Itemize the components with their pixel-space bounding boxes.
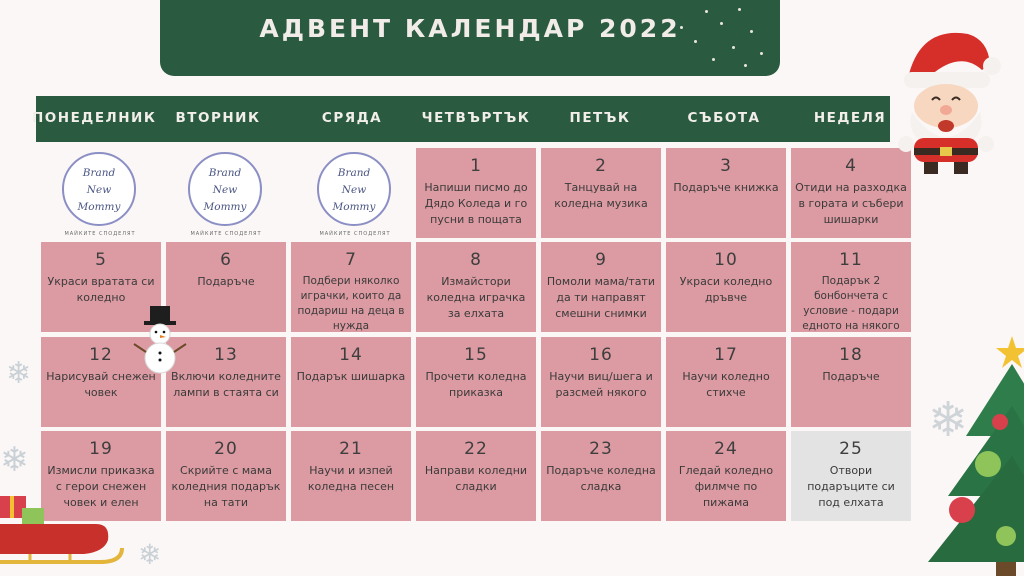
day-task: Измисли приказка с герои снежен човек и елен [47, 464, 155, 509]
day-number: 13 [214, 345, 238, 365]
sleigh-illustration [0, 490, 130, 576]
day-cell-16[interactable] [541, 337, 661, 427]
day-number: 8 [470, 250, 482, 270]
day-number: 21 [339, 439, 363, 459]
logo-text: New [212, 184, 238, 196]
day-task: Прочети коледна приказка [425, 370, 527, 399]
logo-subtitle: МАЙКИТЕ СПОДЕЛЯТ [319, 231, 391, 237]
day-number: 1 [470, 156, 482, 176]
day-cell-10[interactable] [666, 242, 786, 332]
day-number: 14 [339, 345, 363, 365]
santa-illustration [890, 20, 1002, 180]
day-task: Танцувай на коледна музика [554, 181, 648, 210]
day-task: Отвори подаръците си под елхата [807, 464, 895, 509]
day-number: 2 [595, 156, 607, 176]
day-task: Напиши писмо до Дядо Коледа и го пусни в пощата [424, 181, 528, 226]
day-task: Научи виц/шега и разсмей някого [549, 370, 653, 399]
day-number: 9 [595, 250, 607, 270]
logo-circle [62, 152, 136, 226]
logo-text: Brand [82, 167, 116, 179]
day-number: 11 [839, 250, 863, 270]
day-task: Направи коледни сладки [424, 464, 528, 493]
day-number: 25 [839, 439, 863, 459]
logo-circle [317, 152, 391, 226]
day-number: 4 [845, 156, 857, 176]
day-number: 17 [714, 345, 738, 365]
logo-subtitle: МАЙКИТЕ СПОДЕЛЯТ [190, 231, 262, 237]
day-task: Нарисувай снежен човек [46, 370, 156, 399]
snowflake-icon: ❄ [0, 440, 29, 480]
day-number: 5 [95, 250, 107, 270]
day-task: Подарък 2 бонбончета с условие - подари едното на някого [802, 275, 900, 332]
day-number: 24 [714, 439, 738, 459]
day-cell-20[interactable] [166, 431, 286, 521]
day-cell-2[interactable] [541, 148, 661, 238]
weekday-header [32, 96, 890, 142]
day-friday: ПЕТЪК [569, 110, 631, 126]
day-task: Научи и изпей коледна песен [307, 464, 395, 493]
day-cell-23[interactable] [541, 431, 661, 521]
day-number: 20 [214, 439, 238, 459]
day-sunday: НЕДЕЛЯ [813, 110, 887, 126]
day-task: Украси коледно дръвче [679, 275, 773, 304]
day-task: Подаръче [197, 275, 255, 288]
logo-subtitle: МАЙКИТЕ СПОДЕЛЯТ [64, 231, 136, 237]
brand-logo [295, 146, 415, 240]
day-cell-9[interactable] [541, 242, 661, 332]
logo-text: New [341, 184, 367, 196]
day-cell-24[interactable] [666, 431, 786, 521]
day-monday: ПОНЕДЕЛНИК [32, 110, 157, 126]
day-task: Отиди на разходка в гората и събери шишарки [795, 181, 907, 226]
day-cell-14[interactable] [291, 337, 411, 427]
day-number: 12 [89, 345, 113, 365]
day-thursday: ЧЕТВЪРТЪК [421, 110, 531, 126]
day-task: Подбери няколко играчки, които да подариш на деца в нужда [297, 275, 405, 332]
day-number: 16 [589, 345, 613, 365]
day-cell-22[interactable] [416, 431, 536, 521]
day-task: Научи коледно стихче [682, 370, 770, 399]
day-cell-15[interactable] [416, 337, 536, 427]
snowflake-icon: ❄ [138, 538, 162, 571]
brand-logo [40, 146, 160, 240]
day-number: 15 [464, 345, 488, 365]
day-number: 6 [220, 250, 232, 270]
day-cell-17[interactable] [666, 337, 786, 427]
snowflake-icon: ❄ [6, 356, 32, 391]
day-cell-3[interactable] [666, 148, 786, 238]
day-task: Украси вратата си коледно [47, 275, 155, 304]
day-cell-25[interactable] [791, 431, 911, 521]
day-number: 23 [589, 439, 613, 459]
title-banner [160, 0, 780, 76]
day-wednesday: СРЯДА [321, 110, 383, 126]
day-number: 19 [89, 439, 113, 459]
day-cell-8[interactable] [416, 242, 536, 332]
day-cell-11[interactable] [791, 242, 911, 332]
logo-text: New [86, 184, 112, 196]
day-number: 18 [839, 345, 863, 365]
logo-text: Brand [337, 167, 371, 179]
christmas-tree-illustration [926, 336, 1024, 576]
snowflake-icon: ❄ [928, 392, 969, 448]
day-number: 3 [720, 156, 732, 176]
day-task: Подаръче книжка [673, 181, 779, 194]
day-task: Подарък шишарка [296, 370, 406, 383]
day-task: Гледай коледно филмче по пижама [678, 464, 774, 509]
day-number: 22 [464, 439, 488, 459]
logo-text: Brand [208, 167, 242, 179]
logo-circle [188, 152, 262, 226]
day-cell-1[interactable] [416, 148, 536, 238]
snowman-illustration [130, 304, 190, 376]
day-task: Скрийте с мама коледния подарък на тати [171, 464, 281, 509]
logo-text: Mommy [77, 201, 121, 213]
day-cell-7[interactable] [291, 242, 411, 332]
logo-text: Mommy [332, 201, 376, 213]
day-cell-18[interactable] [791, 337, 911, 427]
brand-logo [166, 146, 286, 240]
day-number: 7 [345, 250, 357, 270]
day-cell-21[interactable] [291, 431, 411, 521]
day-saturday: СЪБОТА [687, 110, 761, 126]
day-task: Подаръче коледна сладка [546, 464, 656, 493]
day-task: Включи коледните лампи в стаята си [171, 370, 281, 399]
day-task: Помоли мама/тати да ти направят смешни снимки [546, 275, 656, 320]
day-number: 10 [714, 250, 738, 270]
page-title: АДВЕНТ КАЛЕНДАР 2022 [259, 14, 681, 43]
logo-text: Mommy [203, 201, 247, 213]
day-task: Подаръче [822, 370, 880, 383]
day-task: Измайстори коледна играчка за елхата [426, 275, 526, 320]
day-tuesday: ВТОРНИК [175, 110, 261, 126]
